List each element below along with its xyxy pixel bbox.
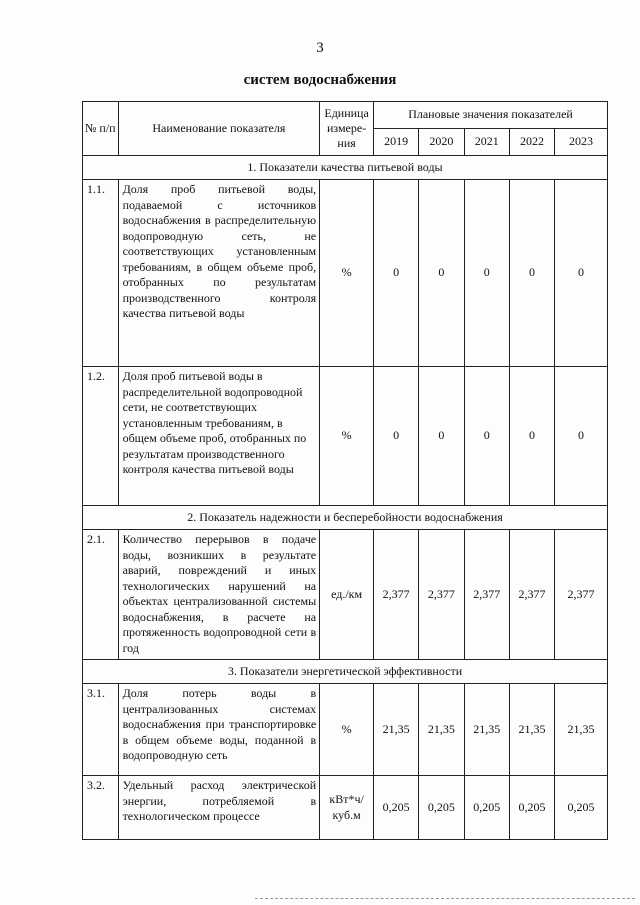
- row-name: Доля проб питьевой воды, подаваемой с источников водоснабжения в распределительную водопроводную сеть, не соответствующих установленным требованиям, в общем объеме проб, отобранных по результатам производственного контроля качества питьевой воды: [118, 180, 320, 367]
- row-value: 0: [419, 367, 464, 506]
- row-value: 0,205: [464, 776, 509, 840]
- header-year: 2022: [509, 129, 554, 156]
- table-row: [83, 180, 608, 367]
- section-title: 1. Показатели качества питьевой воды: [83, 156, 608, 180]
- row-number: 1.1.: [83, 180, 119, 367]
- section-title: 2. Показатель надежности и бесперебойности водоснабжения: [83, 506, 608, 530]
- row-name: Доля проб питьевой воды в распределительной водопроводной сети, не соответствующих установленным требованиям, в общем объеме проб, отобранных по результатам производственного контроля качества питьевой воды: [118, 367, 320, 506]
- row-value: 2,377: [374, 530, 419, 660]
- row-number: 3.1.: [83, 684, 119, 776]
- row-unit: %: [320, 684, 374, 776]
- table-row: [83, 530, 608, 660]
- section-row: [83, 660, 608, 684]
- row-unit: ед./км: [320, 530, 374, 660]
- table-row: [83, 684, 608, 776]
- row-value: 0: [419, 180, 464, 367]
- row-value: 2,377: [419, 530, 464, 660]
- row-value: 21,35: [509, 684, 554, 776]
- section-row: [83, 156, 608, 180]
- row-value: 0: [555, 367, 608, 506]
- page-number: 3: [316, 40, 324, 56]
- section-title: 3. Показатели энергетической эффективности: [83, 660, 608, 684]
- row-value: 21,35: [374, 684, 419, 776]
- row-name: Удельный расход электрической энергии, потребляемой в технологическом процессе: [118, 776, 320, 840]
- row-number: 3.2.: [83, 776, 119, 840]
- row-value: 0: [464, 367, 509, 506]
- header-year: 2020: [419, 129, 464, 156]
- row-value: 0,205: [374, 776, 419, 840]
- row-value: 21,35: [555, 684, 608, 776]
- header-num: № п/п: [83, 102, 119, 156]
- section-row: [83, 506, 608, 530]
- header-year: 2023: [555, 129, 608, 156]
- row-value: 21,35: [419, 684, 464, 776]
- row-value: 0,205: [509, 776, 554, 840]
- row-value: 0: [509, 180, 554, 367]
- header-name: Наименование показателя: [118, 102, 320, 156]
- header-row: [83, 102, 608, 129]
- row-value: 2,377: [555, 530, 608, 660]
- table-row: [83, 367, 608, 506]
- row-value: 0: [555, 180, 608, 367]
- row-value: 0: [464, 180, 509, 367]
- row-number: 1.2.: [83, 367, 119, 506]
- header-unit: Единица измере-ния: [320, 102, 374, 156]
- indicators-table: [82, 101, 608, 840]
- row-value: 0: [509, 367, 554, 506]
- row-value: 21,35: [464, 684, 509, 776]
- row-value: 0,205: [419, 776, 464, 840]
- footer-divider: [255, 898, 635, 899]
- row-value: 0: [374, 367, 419, 506]
- header-year: 2019: [374, 129, 419, 156]
- row-unit: %: [320, 367, 374, 506]
- row-number: 2.1.: [83, 530, 119, 660]
- row-unit: %: [320, 180, 374, 367]
- row-value: 0: [374, 180, 419, 367]
- table-row: [83, 776, 608, 840]
- document-title: систем водоснабжения: [243, 72, 397, 88]
- row-value: 2,377: [509, 530, 554, 660]
- header-plan: Плановые значения показателей: [374, 102, 608, 129]
- row-value: 0,205: [555, 776, 608, 840]
- row-name: Доля потерь воды в централизованных системах водоснабжения при транспортировке в общем объеме воды, поданной в водопроводную сеть: [118, 684, 320, 776]
- row-name: Количество перерывов в подаче воды, возникших в результате аварий, повреждений и иных технологических нарушений на объектах централизованной системы водоснабжения, в расчете на протяженность водопроводной сети в год: [118, 530, 320, 660]
- header-year: 2021: [464, 129, 509, 156]
- row-unit: кВт*ч/ куб.м: [320, 776, 374, 840]
- row-value: 2,377: [464, 530, 509, 660]
